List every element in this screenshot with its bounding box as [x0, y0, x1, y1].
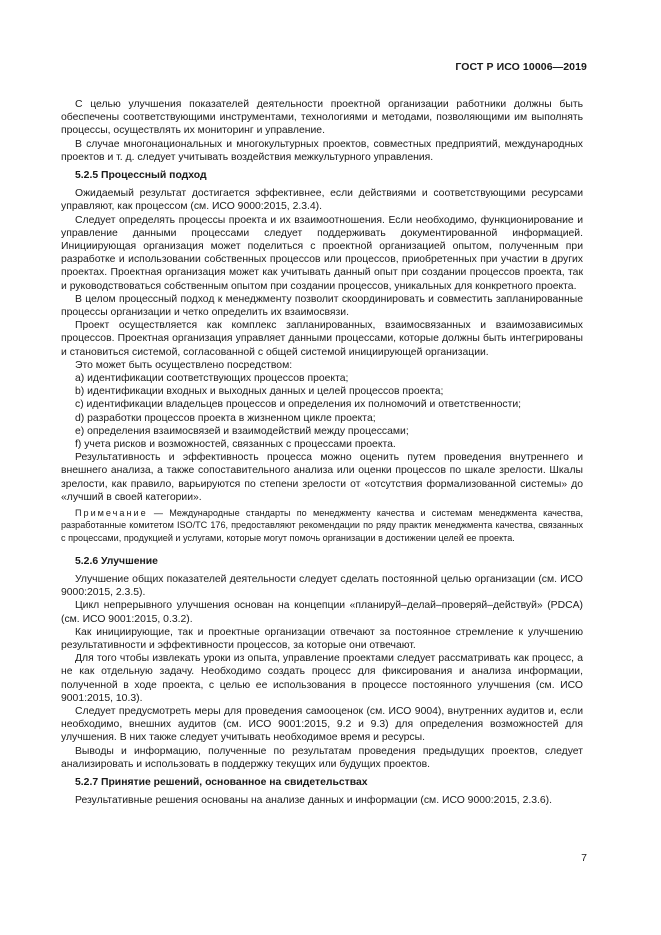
intro-paragraph-1: С целью улучшения показателей деятельности проектной организации работники должны быть обеспечены соответствующими инструментами, технологиями и методами, позволяющими им выполнять процессы, осуществлять их мониторинг и управление.	[61, 99, 583, 137]
s525-paragraph-4: Проект осуществляется как комплекс запланированных, взаимосвязанных и взаимозависимых процессов. Проектная организация управляет данными процессами, которые должны быть интегрированы и становиться системой, согласованной с общей системой инициирующей организации.	[61, 320, 583, 358]
s526-paragraph-1: Улучшение общих показателей деятельности следует сделать постоянной целью организации (см. ИСО 9000:2015, 2.3.5).	[61, 573, 583, 599]
s525-paragraph-5: Результативность и эффективность процесса можно оценить путем проведения внутреннего и внешнего анализа, а также сопоставительного анализа или оценки процессов по шкале зрелости. Шкалы зрелости, как правило, варьируются по степени зрелости от «отсутствия формализованной системы» до «лучший в своей категории».	[61, 452, 583, 503]
s526-paragraph-5: Следует предусмотреть меры для проведения самооценок (см. ИСО 9004), внутренних аудитов и, если необходимо, внешних аудитов (см. ИСО 9001:2015, 9.2 и 9.3) для определения возможностей для улучшения. В них также следует учитывать необходимое время и ресурсы.	[61, 705, 583, 744]
list-item: f) учета рисков и возможностей, связанных с процессами проекта.	[75, 439, 396, 451]
note	[61, 507, 583, 544]
document-header: ГОСТ Р ИСО 10006—2019	[455, 61, 587, 73]
section-5-2-6-heading: 5.2.6 Улучшение	[75, 555, 158, 567]
s526-paragraph-2: Цикл непрерывного улучшения основан на концепции «планируй–делай–проверяй–действуй» (PDCA) (см. ИСО 9001:2015, 0.3.2).	[61, 600, 583, 625]
s525-paragraph-3: В целом процессный подход к менеджменту позволит скоординировать и совместить запланированные процессы организации и четко определить их взаимосвязи.	[61, 293, 583, 319]
s525-list-intro: Это может быть осуществлено посредством:	[75, 359, 293, 371]
s526-paragraph-4: Для того чтобы извлекать уроки из опыта, управление проектами следует рассматривать как процесс, а не как отдельную задачу. Необходимо создать процесс для фиксирования и анализа информации, полученной в ходе проекта, с целью ее использования в процессе постоянного улучшения (см. ИСО 9001:2015, 10.3).	[61, 653, 583, 704]
list-item: a) идентификации соответствующих процессов проекта;	[75, 373, 349, 385]
s525-paragraph-2: Следует определять процессы проекта и их взаимоотношения. Если необходимо, функционирование и управление данными процессами следует поддерживать документированной информацией. Инициирующая организация может поделиться с проектной организацией опытом, полученным при разработке и использовании собственных процессов или процессов, приобретенных при участии в других проектах. Проектная организация может как учитывать данный опыт при создании процессов проекта, так и руководствоваться собственным опытом при создании процессов, уникальных для конкретного проекта.	[61, 214, 583, 292]
list-item: b) идентификации входных и выходных данных и целей процессов проекта;	[75, 386, 444, 398]
intro-paragraph-2: В случае многонациональных и многокультурных проектов, совместных предприятий, международных проектов и т. д. следует учитывать воздействия межкультурного управления.	[61, 138, 583, 163]
note-text: — Международные стандарты по менеджменту качества и системам менеджмента качества, разработанные комитетом ISO/TC 176, предоставляют рекомендации по ряду практик менеджмента качества, связанных с процессами, продукцией и услугами, которые могут помочь организации в достижении целей ее проекта.	[61, 508, 583, 543]
section-5-2-7-heading: 5.2.7 Принятие решений, основанное на свидетельствах	[75, 776, 368, 788]
note-label: Примечание	[75, 508, 148, 519]
s527-paragraph-1: Результативные решения основаны на анализе данных и информации (см. ИСО 9000:2015, 2.3.6).	[75, 795, 553, 807]
list-item: d) разработки процессов проекта в жизненном цикле проекта;	[75, 412, 376, 424]
s525-paragraph-1: Ожидаемый результат достигается эффективнее, если действиями и соответствующими ресурсами управляют, как процессом (см. ИСО 9000:2015, 2.3.4).	[61, 188, 583, 213]
document-body	[61, 98, 583, 807]
page-number: 7	[581, 852, 587, 864]
s526-paragraph-3: Как инициирующие, так и проектные организации отвечают за постоянное стремление к улучшению результативности и эффективности процессов, за которые они отвечают.	[61, 626, 583, 651]
list-item: e) определения взаимосвязей и взаимодействий между процессами;	[75, 425, 409, 437]
list-item: c) идентификации владельцев процессов и определения их полномочий и ответственности;	[75, 399, 522, 411]
s526-paragraph-6: Выводы и информацию, полученные по результатам проведения предыдущих проектов, следует анализировать и использовать в поддержку текущих или будущих проектов.	[61, 745, 583, 770]
section-5-2-5-heading: 5.2.5 Процессный подход	[75, 170, 207, 182]
